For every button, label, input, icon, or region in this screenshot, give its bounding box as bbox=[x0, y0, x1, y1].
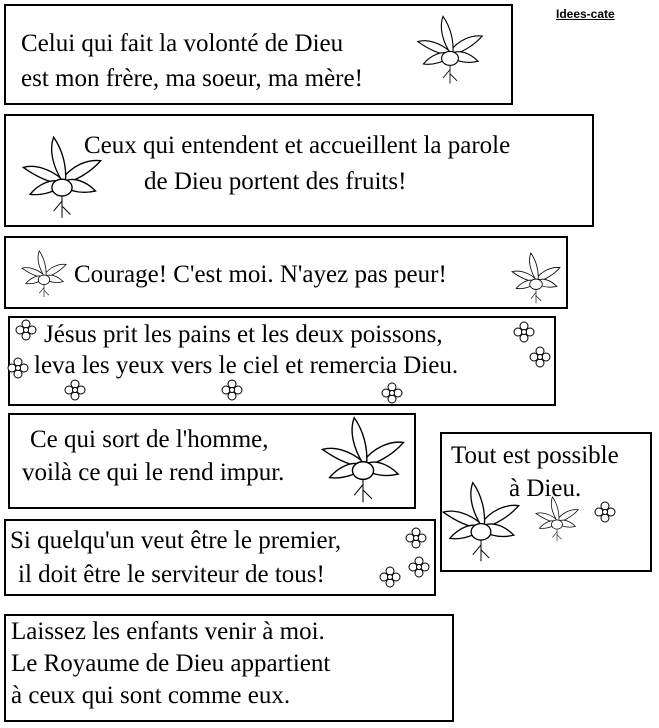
lily-flower-icon bbox=[508, 252, 564, 304]
small-flower-icon bbox=[65, 380, 85, 400]
lily-flower-icon bbox=[415, 8, 485, 92]
lily-flower-icon bbox=[18, 250, 70, 298]
verse-line: Tout est possible bbox=[451, 442, 619, 469]
small-flower-icon bbox=[380, 567, 400, 587]
verse-line: Ceux qui entendent et accueillent la parole bbox=[84, 132, 511, 159]
small-flower-icon bbox=[530, 347, 550, 367]
small-flower-icon bbox=[409, 557, 429, 577]
lily-flower-icon bbox=[440, 480, 522, 564]
small-flower-icon bbox=[406, 528, 426, 548]
lily-flower-icon bbox=[532, 496, 582, 542]
verse-line: Celui qui fait la volonté de Dieu bbox=[21, 30, 344, 57]
small-flower-icon bbox=[16, 320, 36, 340]
verse-line: de Dieu portent des fruits! bbox=[144, 168, 407, 195]
verse-card-8 bbox=[4, 614, 454, 722]
small-flower-icon bbox=[222, 380, 242, 400]
verse-line: il doit être le serviteur de tous! bbox=[18, 561, 325, 588]
small-flower-icon bbox=[8, 358, 28, 378]
lily-flower-icon bbox=[318, 416, 408, 504]
lily-flower-icon bbox=[20, 130, 104, 225]
brand-label: Idees-cate bbox=[556, 7, 615, 21]
verse-line: Jésus prit les pains et les deux poissons, bbox=[44, 321, 443, 348]
verse-line: Le Royaume de Dieu appartient bbox=[11, 650, 331, 677]
verse-card-4 bbox=[8, 316, 556, 406]
verse-line: à Dieu. bbox=[509, 475, 582, 502]
verse-line: est mon frère, ma soeur, ma mère! bbox=[21, 65, 363, 92]
verse-line: voilà ce qui le rend impur. bbox=[22, 459, 285, 486]
small-flower-icon bbox=[382, 383, 402, 403]
verse-line: à ceux qui sont comme eux. bbox=[11, 682, 291, 709]
verse-line: Courage! C'est moi. N'ayez pas peur! bbox=[74, 261, 447, 288]
verse-line: Laissez les enfants venir à moi. bbox=[11, 618, 325, 645]
verse-card-3 bbox=[4, 236, 568, 309]
verse-card-7 bbox=[4, 519, 436, 596]
verse-line: Si quelqu'un veut être le premier, bbox=[10, 527, 342, 554]
small-flower-icon bbox=[514, 322, 534, 342]
verse-line: leva les yeux vers le ciel et remercia Dieu. bbox=[34, 352, 459, 379]
small-flower-icon bbox=[595, 502, 615, 522]
verse-line: Ce qui sort de l'homme, bbox=[30, 426, 269, 453]
